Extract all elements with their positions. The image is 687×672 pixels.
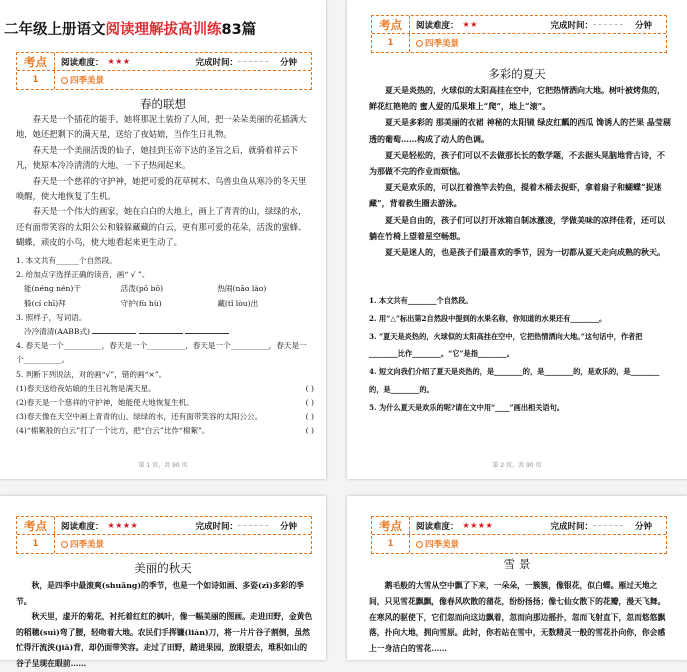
time-blank[interactable] (238, 525, 268, 526)
pinyin-option[interactable]: 守护(fù hù) (120, 298, 162, 308)
difficulty-stars: ★★★★ (107, 521, 139, 530)
question-5: 5. 为什么夏天是欢乐的呢?请在文中用“____”画出相关语句。 (369, 402, 564, 412)
minutes-label: 分钟 (634, 521, 652, 532)
season-label: 四季美景 (70, 76, 105, 86)
paragraph: 春天是一个伟大的画家，她在白白的大地上，画上了青青的山，绿绿的水，还有面带笑容的太阳公公和躲躲藏藏的白云，更有那可爱的花朵，活泼的蜜蜂、蝴蝶，顽皮的小鸟，使大地看起来更生动了。 (16, 206, 307, 248)
season-label: 四季美景 (425, 39, 460, 49)
exercise-header (371, 15, 667, 53)
passage-title: 美丽的秋天 (134, 561, 192, 575)
kaodian-number: 1 (17, 535, 55, 553)
difficulty-stars: ★★ (462, 20, 478, 29)
paragraph: 春天是一个美丽活泼的仙子，她挂到玉帝下达的圣旨之后，就骑着祥云下凡，使原本冷冷清清的大地，一下子热闹起来。 (16, 144, 299, 171)
kaodian-label: 考点 (17, 53, 55, 70)
kaodian-number: 1 (17, 71, 55, 89)
season-tag (55, 538, 104, 550)
questions (16, 254, 314, 439)
judge-text: (1)春天送给夜姑娘的生日礼物是满天星。 (16, 383, 156, 393)
page-4 (347, 496, 687, 660)
page-3 (0, 496, 326, 668)
paragraph: 夏天是欢乐的，可以扛着渔竿去钓鱼，提着木桶去捉虾，拿着扇子和蝴蝶“捉迷藏”，背着救生圈去游泳。 (369, 182, 662, 209)
circle-icon (61, 77, 68, 84)
answer-blank[interactable] (185, 325, 229, 334)
kaodian-label: 考点 (17, 517, 55, 534)
main-title (4, 18, 256, 39)
main-title-tail: 83篇 (221, 22, 257, 38)
difficulty-label: 阅读难度： (61, 521, 104, 532)
pinyin-row (16, 297, 314, 311)
paragraph: 秋天里，虚开的菊花，衬托着红红的枫叶，像一幅美丽的图画。走进田野，金黄色的稻穗(suì)弯了腰，轻吻着大地。农民们手挥镰(lián)刀，将一片片谷子割倒，虽然忙得汗流浃(jiā)背，却仍面带笑容。走过了田野，踏进果园，放眼望去，堆积如山的谷子呈现在眼前…… (16, 612, 313, 668)
paragraph: 春天是一个慈祥的守护神，她把可爱的花草树木、鸟兽虫鱼从寒冷的冬天里唤醒，使大地恢复了生机。 (16, 175, 307, 202)
judge-box[interactable]: ( ) (305, 398, 314, 408)
page-number: 第 2 页，共 90 页 (492, 462, 542, 469)
passage-title: 春的联想 (140, 97, 186, 111)
passage-body (369, 578, 671, 657)
time-label: 完成时间： (195, 57, 238, 68)
q3-example (16, 325, 314, 339)
judge-box[interactable]: ( ) (305, 426, 314, 436)
question-2: 2. 用“△”标出第2自然段中提到的水果名称，你知道的水果还有________。 (369, 313, 607, 323)
pinyin-option[interactable]: 藏(tǐ lòu)出 (217, 298, 259, 308)
passage-body (16, 112, 314, 251)
answer-blank[interactable] (92, 325, 136, 334)
minutes-label: 分钟 (279, 57, 297, 68)
season-label: 四季美景 (70, 540, 105, 550)
question-3: 3. 照样子，写词语。 (16, 312, 87, 322)
pinyin-option[interactable]: 热闹(nāo lào) (217, 284, 267, 294)
pinyin-option[interactable]: 活泼(pō bō) (120, 284, 164, 294)
passage-body (369, 82, 671, 260)
passage-title: 多彩的夏天 (488, 67, 546, 81)
question-4: 4. 短文向我们介绍了夏天是炎热的，是________的，是________的，是欢乐的，是________的，是________的。 (369, 367, 660, 394)
question-1: 1. 本文共有______个自然段。 (16, 256, 117, 265)
question-4: 4. 春天是一个__________，春天是一个__________，春天是一个__________，春天是一个__________。 (16, 341, 307, 365)
difficulty-stars: ★★★★ (462, 521, 494, 530)
questions (369, 292, 671, 417)
judge-item (16, 382, 314, 396)
judge-item (16, 396, 314, 410)
page-2 (347, 0, 687, 479)
time-blank[interactable] (593, 525, 623, 526)
paragraph: 夏天是炎热的，火球似的太阳高挂在空中，它把热情洒向大地。树叶被烤焦的，鲜花红艳艳的 蜜人爱的瓜果堆上“爬”，地上“滚”。 (369, 85, 665, 112)
exercise-header (371, 516, 667, 554)
main-title-red: 阅读理解拔高训练 (105, 22, 222, 38)
time-label: 完成时间： (195, 521, 238, 532)
question-1: 1. 本文共有________个自然段。 (369, 296, 473, 305)
judge-item (16, 424, 314, 438)
kaodian-label: 考点 (372, 517, 410, 534)
exercise-header (16, 516, 312, 554)
page-number: 第 1 页，共 90 页 (138, 462, 188, 469)
main-title-black: 二年级上册语文 (4, 22, 106, 38)
season-tag (410, 37, 459, 49)
pinyin-option[interactable]: 能(néng nén)干 (24, 284, 81, 294)
circle-icon (416, 541, 423, 548)
season-tag (410, 538, 459, 550)
q3-example-text: 冷冷清清(AABB式) (24, 327, 91, 337)
kaodian-number: 1 (372, 34, 410, 52)
season-label: 四季美景 (425, 540, 460, 550)
time-label: 完成时间： (550, 521, 593, 532)
answer-blank[interactable] (139, 325, 183, 334)
minutes-label: 分钟 (634, 20, 652, 31)
paragraph: 夏天是多彩的 那美丽的衣裙 神秘的太阳镜 绿皮红瓤的西瓜 馋诱人的芒果 晶莹剔透的葡萄……构成了动人的色调。 (369, 117, 671, 144)
question-5: 5. 判断下列说法，对的画“√”，错的画“×”。 (16, 369, 167, 379)
time-label: 完成时间： (550, 20, 593, 31)
circle-icon (416, 40, 423, 47)
difficulty-stars: ★★★ (107, 57, 131, 66)
judge-text: (4)“棉絮般的白云”打了一个比方，把“白云”比作“棉絮”。 (16, 426, 210, 436)
judge-text: (3)春天像在天空中画上青青的山、绿绿的水，还有面带笑容的太阳公公。 (16, 412, 263, 422)
question-2: 2. 给加点字选择正确的读音，画“ √ ”。 (16, 270, 150, 280)
circle-icon (61, 541, 68, 548)
judge-text: (2)春天是一个慈祥的守护神，她能使大地恢复生机。 (16, 398, 194, 408)
kaodian-label: 考点 (372, 16, 410, 33)
question-3: 3. “夏天是炎热的，火球似的太阳高挂在空中，它把热情洒向大地。”这句话中，作者把________比作________。“它”是指________。 (369, 331, 643, 359)
difficulty-label: 阅读难度： (416, 20, 459, 31)
kaodian-number: 1 (372, 535, 410, 553)
paragraph: 鹅毛般的大雪从空中飘了下来，一朵朵，一簇簇，像银花，似白蝶。雁过天地之间，只见雪花飘飘，像春风吹散的蒲花，纷纷扬扬；像七仙女散下的花瓣，漫天飞舞。在寒风的驱使下，它们忽而向这边飘着，忽而向那边摇扑，忽而飞射直下，忽而悠悠飘落，扑向大地，拥向雪原。此时，你若站在雪中，无数精灵一般的雪花扑向你，你会感上一身洁白的雪花…… (369, 581, 666, 654)
passage-title: 雪 景 (503, 557, 531, 571)
paragraph: 夏天是轻松的，孩子们可以不去做那长长的数学题，不去据头晃脑地背古诗，不为那做不完的作业而烦恼。 (369, 149, 665, 177)
paragraph: 秋，是四季中最滚爽(shuǎng)的季节，也是一个如诗如画、多姿(zī)多彩的季节。 (16, 581, 304, 606)
time-blank[interactable] (238, 61, 268, 62)
judge-box[interactable]: ( ) (305, 412, 314, 422)
judge-item (16, 410, 314, 424)
paragraph: 春天是一个插花的能手，她将那泥土装扮了人间，把一朵朵美丽的花插满大地，她还把剩下的满天星，送给了夜姑娘，当作生日礼物。 (16, 114, 307, 140)
pinyin-row (16, 282, 314, 296)
pinyin-option[interactable]: 躲(cí chī)拜 (24, 298, 66, 308)
exercise-header (16, 52, 312, 90)
page-1 (0, 0, 326, 479)
minutes-label: 分钟 (279, 521, 297, 532)
season-tag (55, 74, 104, 86)
difficulty-label: 阅读难度： (61, 57, 104, 68)
time-blank[interactable] (593, 24, 623, 25)
paragraph: 夏天是迷人的，也是孩子们最喜欢的季节，因为一切都从夏天走向成熟的秋天。 (385, 247, 665, 258)
passage-body (16, 578, 314, 672)
judge-box[interactable]: ( ) (305, 383, 314, 393)
difficulty-label: 阅读难度： (416, 521, 459, 532)
paragraph: 夏天是自由的，孩子们可以打开冰箱自制冰激凌，学做美味的凉拌佳肴，还可以躺在竹椅上望着星空畅想。 (369, 214, 665, 241)
